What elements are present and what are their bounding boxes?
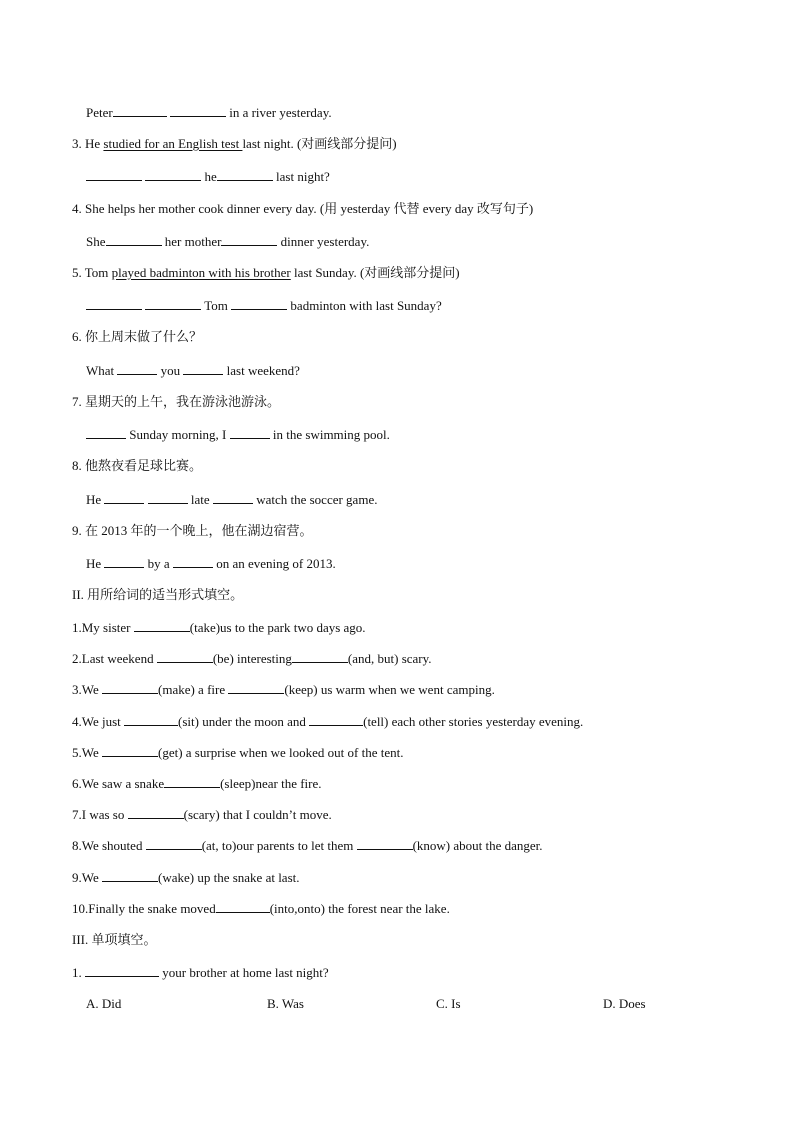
- q2-answer-line: [86, 104, 332, 121]
- text: you: [160, 363, 181, 378]
- question-4: 4. She helps her mother cook dinner every day. (用 yesterday 代替 every day 改写句子): [72, 201, 534, 216]
- text: in the swimming pool.: [272, 427, 390, 442]
- text: (wake) up the snake at last.: [158, 870, 300, 885]
- q7-answer-line: [86, 426, 390, 443]
- text: 7.I was so: [72, 807, 125, 822]
- text: (keep) us warm when we went camping.: [284, 682, 495, 697]
- answer-blank[interactable]: [231, 297, 287, 310]
- text: 5.We: [72, 745, 99, 760]
- answer-blank[interactable]: [183, 362, 223, 375]
- answer-blank[interactable]: [292, 650, 348, 663]
- text: her mother: [164, 234, 222, 249]
- answer-blank[interactable]: [230, 426, 270, 439]
- answer-blank[interactable]: [86, 426, 126, 439]
- answer-blank[interactable]: [124, 713, 178, 726]
- answer-blank[interactable]: [102, 869, 158, 882]
- q5-answer-line: [86, 297, 442, 314]
- answer-blank[interactable]: [102, 744, 158, 757]
- option-b[interactable]: B. Was: [267, 996, 304, 1011]
- option-a[interactable]: A. Did: [86, 996, 122, 1011]
- text: dinner yesterday.: [280, 234, 370, 249]
- text: (sleep)near the fire.: [220, 776, 322, 791]
- answer-blank[interactable]: [86, 168, 142, 181]
- answer-blank[interactable]: [104, 491, 144, 504]
- text: last night. (对画线部分提问): [242, 136, 397, 151]
- answer-blank[interactable]: [173, 555, 213, 568]
- text: (sit) under the moon and: [178, 714, 306, 729]
- text: he: [204, 169, 217, 184]
- answer-blank[interactable]: [164, 775, 220, 788]
- text: 3.We: [72, 682, 99, 697]
- answer-blank[interactable]: [216, 900, 270, 913]
- underlined-phrase: played badminton with his brother: [111, 265, 291, 280]
- text: Peter: [86, 105, 113, 120]
- question-5: [72, 265, 460, 281]
- answer-blank[interactable]: [104, 555, 144, 568]
- text: She: [86, 234, 106, 249]
- text: (and, but) scary.: [347, 651, 432, 666]
- text: Sunday morning, I: [129, 427, 227, 442]
- text: (into,onto) the forest near the lake.: [269, 901, 450, 916]
- fill-q5: [72, 744, 403, 761]
- text: badminton with last Sunday?: [290, 298, 442, 313]
- option-d[interactable]: D. Does: [603, 996, 646, 1011]
- text: 4.We just: [72, 714, 121, 729]
- text: by a: [147, 556, 170, 571]
- answer-blank[interactable]: [85, 964, 159, 977]
- q9-answer-line: [86, 555, 336, 572]
- text: 8.We shouted: [72, 838, 143, 853]
- answer-blank[interactable]: [217, 168, 273, 181]
- text: (know) about the danger.: [412, 838, 543, 853]
- answer-blank[interactable]: [146, 837, 202, 850]
- text: He: [86, 556, 102, 571]
- text: last Sunday. (对画线部分提问): [290, 265, 460, 280]
- question-7: 7. 星期天的上午，我在游泳池游泳。: [72, 394, 281, 409]
- q3-answer-line: [86, 168, 330, 185]
- answer-blank[interactable]: [228, 681, 284, 694]
- text: (take)us to the park two days ago.: [189, 620, 366, 635]
- fill-q2: [72, 650, 432, 667]
- choice-q1: [72, 964, 329, 981]
- question-8: 8. 他熬夜看足球比赛。: [72, 458, 203, 473]
- underlined-phrase: studied for an English test: [103, 136, 243, 151]
- text: (make) a fire: [158, 682, 226, 697]
- text: Tom: [204, 298, 228, 313]
- question-6: 6. 你上周末做了什么？: [72, 329, 203, 344]
- text: your brother at home last night?: [162, 965, 329, 980]
- text: (scary) that I couldn’t move.: [183, 807, 332, 822]
- answer-blank[interactable]: [86, 297, 142, 310]
- question-3: [72, 136, 397, 152]
- answer-blank[interactable]: [113, 104, 167, 117]
- answer-blank[interactable]: [213, 491, 253, 504]
- answer-blank[interactable]: [145, 297, 201, 310]
- fill-q10: [72, 900, 450, 917]
- section-2-heading: II. 用所给词的适当形式填空。: [72, 587, 244, 602]
- answer-blank[interactable]: [145, 168, 201, 181]
- text: last night?: [276, 169, 330, 184]
- answer-blank[interactable]: [357, 837, 413, 850]
- q4-answer-line: [86, 233, 369, 250]
- text: 10.Finally the snake moved: [72, 901, 216, 916]
- text: (tell) each other stories yesterday evening.: [363, 714, 584, 729]
- answer-blank[interactable]: [221, 233, 277, 246]
- fill-q4: [72, 713, 583, 730]
- question-9: 9. 在 2013 年的一个晚上，他在湖边宿营。: [72, 523, 313, 538]
- q8-answer-line: [86, 491, 377, 508]
- answer-blank[interactable]: [148, 491, 188, 504]
- text: on an evening of 2013.: [216, 556, 336, 571]
- fill-q8: [72, 837, 543, 854]
- answer-blank[interactable]: [128, 806, 184, 819]
- question-number: 5. Tom: [72, 265, 112, 280]
- answer-blank[interactable]: [170, 104, 226, 117]
- answer-blank[interactable]: [157, 650, 213, 663]
- text: (get) a surprise when we looked out of the tent.: [158, 745, 404, 760]
- section-3-heading: III. 单项填空。: [72, 932, 157, 947]
- text: 2.Last weekend: [72, 651, 154, 666]
- text: watch the soccer game.: [256, 492, 378, 507]
- fill-q6: [72, 775, 322, 792]
- text: late: [190, 492, 210, 507]
- question-number: 1.: [72, 965, 82, 980]
- fill-q7: [72, 806, 332, 823]
- text: last weekend?: [226, 363, 300, 378]
- answer-blank[interactable]: [102, 681, 158, 694]
- text: 1.My sister: [72, 620, 131, 635]
- text: 6.We saw a snake: [72, 776, 165, 791]
- fill-q1: [72, 619, 366, 636]
- answer-blank[interactable]: [309, 713, 363, 726]
- text: in a river yesterday.: [229, 105, 332, 120]
- question-number: 3. He: [72, 136, 104, 151]
- option-c[interactable]: C. Is: [436, 996, 461, 1011]
- text: What: [86, 363, 115, 378]
- text: (be) interesting: [212, 651, 292, 666]
- text: (at, to)our parents to let them: [201, 838, 354, 853]
- q6-answer-line: [86, 362, 300, 379]
- text: He: [86, 492, 102, 507]
- fill-q3: [72, 681, 495, 698]
- answer-blank[interactable]: [106, 233, 162, 246]
- answer-blank[interactable]: [117, 362, 157, 375]
- fill-q9: [72, 869, 300, 886]
- text: 9.We: [72, 870, 99, 885]
- answer-blank[interactable]: [134, 619, 190, 632]
